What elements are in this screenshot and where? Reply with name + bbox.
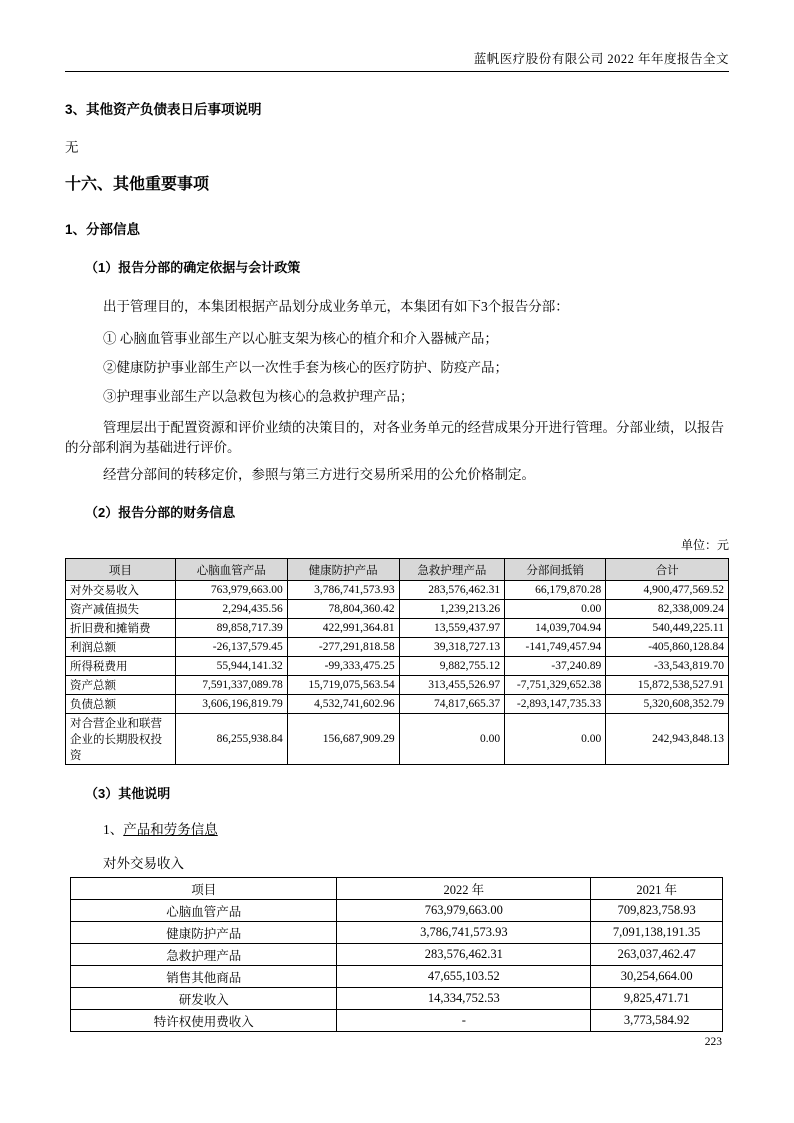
cell-value: 78,804,360.42 xyxy=(287,600,399,619)
cell-value: 7,591,337,089.78 xyxy=(175,676,287,695)
cell-value: -37,240.89 xyxy=(505,657,606,676)
subsection-1-2-title: （2）报告分部的财务信息 xyxy=(85,505,236,520)
cell-value: 3,786,741,573.93 xyxy=(287,581,399,600)
table-row xyxy=(66,695,729,714)
cell-value: 82,338,009.24 xyxy=(606,600,729,619)
table-row xyxy=(71,966,723,988)
col-header-item: 项目 xyxy=(66,559,176,581)
row-label: 心脑血管产品 xyxy=(71,900,337,922)
section-3-body: 无 xyxy=(65,140,79,155)
cell-value: 0.00 xyxy=(505,714,606,765)
cell-value: 9,825,471.71 xyxy=(591,988,723,1010)
cell-value: 15,719,075,563.54 xyxy=(287,676,399,695)
unit-label: 单位：元 xyxy=(680,538,729,552)
cell-value: 763,979,663.00 xyxy=(175,581,287,600)
cell-value: 2,294,435.56 xyxy=(175,600,287,619)
external-revenue-label: 对外交易收入 xyxy=(103,856,184,871)
cell-value: 283,576,462.31 xyxy=(337,944,591,966)
row-label: 资产总额 xyxy=(66,676,176,695)
cell-value: 3,606,196,819.79 xyxy=(175,695,287,714)
cell-value: 9,882,755.12 xyxy=(399,657,504,676)
table-row xyxy=(71,900,723,922)
cell-value: -33,543,819.70 xyxy=(606,657,729,676)
col-header-protective: 健康防护产品 xyxy=(287,559,399,581)
cell-value: 55,944,141.32 xyxy=(175,657,287,676)
table-row xyxy=(66,619,729,638)
subsection-1-title: 1、分部信息 xyxy=(65,222,141,237)
cell-value: 5,320,608,352.79 xyxy=(606,695,729,714)
table-row xyxy=(66,676,729,695)
cell-value: 313,455,526.97 xyxy=(399,676,504,695)
cell-value: 763,979,663.00 xyxy=(337,900,591,922)
col-header-item: 项目 xyxy=(71,878,337,900)
table-row xyxy=(71,988,723,1010)
segment-item-3: ③护理事业部生产以急救包为核心的急救护理产品； xyxy=(103,389,414,404)
row-label: 研发收入 xyxy=(71,988,337,1010)
table-row xyxy=(71,944,723,966)
paragraph-management: 管理层出于配置资源和评价业绩的决策目的，对各业务单元的经营成果分开进行管理。分部业绩，以报告的分部利润为基础进行评价。 xyxy=(65,420,724,455)
cell-value: 540,449,225.11 xyxy=(606,619,729,638)
page-number: 223 xyxy=(704,1036,722,1048)
cell-value: -26,137,579.45 xyxy=(175,638,287,657)
page-content xyxy=(65,0,729,1032)
segment-item-2: ②健康防护事业部生产以一次性手套为核心的医疗防护、防疫产品； xyxy=(103,360,508,375)
segment-item-1: ① 心脑血管事业部生产以心脏支架为核心的植介和介入器械产品； xyxy=(103,331,498,346)
cell-value: 4,900,477,569.52 xyxy=(606,581,729,600)
col-header-2022: 2022 年 xyxy=(337,878,591,900)
section-3-title: 3、其他资产负债表日后事项说明 xyxy=(65,102,262,117)
cell-value: 14,039,704.94 xyxy=(505,619,606,638)
cell-value: 39,318,727.13 xyxy=(399,638,504,657)
cell-value: 242,943,848.13 xyxy=(606,714,729,765)
paragraph-purpose: 出于管理目的，本集团根据产品划分成业务单元，本集团有如下3个报告分部： xyxy=(103,299,569,314)
cell-value: 1,239,213.26 xyxy=(399,600,504,619)
product-service-info-title xyxy=(103,821,729,838)
table-row xyxy=(66,600,729,619)
cell-value: -405,860,128.84 xyxy=(606,638,729,657)
cell-value: 283,576,462.31 xyxy=(399,581,504,600)
cell-value: 709,823,758.93 xyxy=(591,900,723,922)
row-label: 对合营企业和联营企业的长期股权投资 xyxy=(66,714,176,765)
row-label: 健康防护产品 xyxy=(71,922,337,944)
subsection-1-1-title: （1）报告分部的确定依据与会计政策 xyxy=(85,260,301,275)
table-header-row xyxy=(66,559,729,581)
table-row xyxy=(66,581,729,600)
cell-value: 0.00 xyxy=(399,714,504,765)
cell-value: 89,858,717.39 xyxy=(175,619,287,638)
cell-value: 13,559,437.97 xyxy=(399,619,504,638)
cell-value: 422,991,364.81 xyxy=(287,619,399,638)
cell-value: 15,872,538,527.91 xyxy=(606,676,729,695)
cell-value: -99,333,475.25 xyxy=(287,657,399,676)
col-header-total: 合计 xyxy=(606,559,729,581)
list-number: 1、 xyxy=(103,822,124,837)
cell-value: 47,655,103.52 xyxy=(337,966,591,988)
running-header: 蓝帆医疗股份有限公司 2022 年年度报告全文 xyxy=(473,52,729,66)
table-row xyxy=(66,638,729,657)
cell-value: 4,532,741,602.96 xyxy=(287,695,399,714)
cell-value: 86,255,938.84 xyxy=(175,714,287,765)
table-row xyxy=(71,1010,723,1032)
cell-value: 0.00 xyxy=(505,600,606,619)
col-header-elimination: 分部间抵销 xyxy=(505,559,606,581)
row-label: 对外交易收入 xyxy=(66,581,176,600)
row-label: 利润总额 xyxy=(66,638,176,657)
paragraph-transfer-pricing: 经营分部间的转移定价，参照与第三方进行交易所采用的公允价格制定。 xyxy=(103,467,535,482)
cell-value: -141,749,457.94 xyxy=(505,638,606,657)
subsection-1-3-title: （3）其他说明 xyxy=(85,786,171,801)
revenue-by-product-table xyxy=(70,877,723,1032)
row-label: 折旧费和摊销费 xyxy=(66,619,176,638)
cell-value: 74,817,665.37 xyxy=(399,695,504,714)
cell-value: 263,037,462.47 xyxy=(591,944,723,966)
cell-value: 3,786,741,573.93 xyxy=(337,922,591,944)
cell-value: 66,179,870.28 xyxy=(505,581,606,600)
col-header-2021: 2021 年 xyxy=(591,878,723,900)
cell-value: 156,687,909.29 xyxy=(287,714,399,765)
row-label: 资产减值损失 xyxy=(66,600,176,619)
cell-value: -7,751,329,652.38 xyxy=(505,676,606,695)
segment-financials-table xyxy=(65,558,729,765)
cell-value: -2,893,147,735.33 xyxy=(505,695,606,714)
col-header-emergency: 急救护理产品 xyxy=(399,559,504,581)
cell-value: -277,291,818.58 xyxy=(287,638,399,657)
cell-value: 3,773,584.92 xyxy=(591,1010,723,1032)
row-label: 特许权使用费收入 xyxy=(71,1010,337,1032)
table-header-row xyxy=(71,878,723,900)
cell-value: 7,091,138,191.35 xyxy=(591,922,723,944)
cell-value: 30,254,664.00 xyxy=(591,966,723,988)
cell-value: - xyxy=(337,1010,591,1032)
table-row xyxy=(66,714,729,765)
table-row xyxy=(71,922,723,944)
col-header-cardio: 心脑血管产品 xyxy=(175,559,287,581)
row-label: 急救护理产品 xyxy=(71,944,337,966)
row-label: 销售其他商品 xyxy=(71,966,337,988)
underlined-title: 产品和劳务信息 xyxy=(123,822,218,837)
row-label: 负债总额 xyxy=(66,695,176,714)
table-row xyxy=(66,657,729,676)
section-16-title: 十六、其他重要事项 xyxy=(65,176,210,193)
row-label: 所得税费用 xyxy=(66,657,176,676)
cell-value: 14,334,752.53 xyxy=(337,988,591,1010)
